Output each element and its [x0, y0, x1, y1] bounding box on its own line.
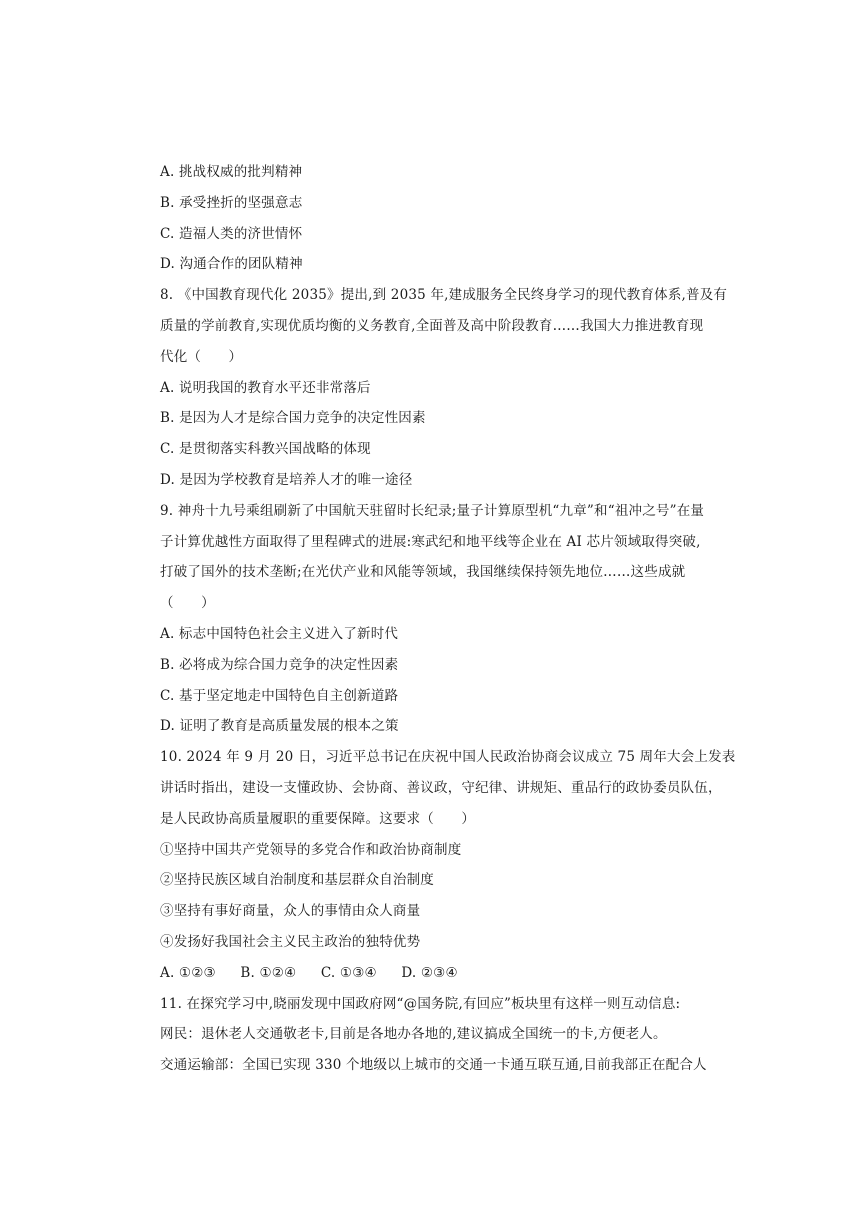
- question-10: [160, 742, 736, 988]
- q9-stem-line-1: 9. 神舟十九号乘组刷新了中国航天驻留时长纪录;量子计算原型机“九章”和“祖冲之号”在量: [160, 502, 705, 519]
- q9-option-b[interactable]: B. 必将成为综合国力竞争的决定性因素: [160, 656, 399, 673]
- q8-stem-line-2: 质量的学前教育,实现优质均衡的义务教育,全面普及高中阶段教育……我国大力推进教育现: [160, 317, 704, 334]
- q8-option-c[interactable]: C. 是贯彻落实科教兴国战略的体现: [160, 441, 371, 458]
- q8-stem-line-1: 8. 《中国教育现代化 2035》提出,到 2035 年,建成服务全民终身学习的现代教育体系,普及有: [160, 287, 728, 304]
- q10-stem-line-3: 是人民政协高质量履职的重要保障。这要求（ ）: [160, 810, 476, 827]
- question-9: [160, 496, 720, 742]
- exam-page: [160, 157, 736, 1081]
- q10-option-a[interactable]: A. ①②③: [160, 964, 216, 981]
- q11-line-1: 11. 在探究学习中,晓丽发现中国政府网“@国务院,有回应”板块里有这样一则互动信息:: [160, 995, 681, 1012]
- q8-option-b[interactable]: B. 是因为人才是综合国力竞争的决定性因素: [160, 410, 426, 427]
- q9-option-c[interactable]: C. 基于坚定地走中国特色自主创新道路: [160, 687, 399, 704]
- q10-option-c[interactable]: C. ①③④: [320, 964, 377, 981]
- q8-option-d[interactable]: D. 是因为学校教育是培养人才的唯一途径: [160, 471, 413, 488]
- question-8: [160, 280, 728, 496]
- q10-stem-line-1: 10. 2024 年 9 月 20 日，习近平总书记在庆祝中国人民政治协商会议成立 75 周年大会上发表: [160, 749, 736, 766]
- q8-option-a[interactable]: A. 说明我国的教育水平还非常落后: [160, 379, 371, 396]
- q7-option-b[interactable]: B. 承受挫折的坚强意志: [160, 194, 303, 211]
- q10-statement-3: ③坚持有事好商量，众人的事情由众人商量: [160, 903, 421, 920]
- question-11: [160, 989, 720, 1081]
- q7-option-d[interactable]: D. 沟通合作的团队精神: [160, 256, 303, 273]
- q11-line-3: 交通运输部：全国已实现 330 个地级以上城市的交通一卡通互联互通,目前我部正在配合人: [160, 1057, 707, 1074]
- q8-stem-line-3: 代化（ ）: [160, 348, 243, 365]
- q9-stem-line-2: 子计算优越性方面取得了里程碑式的进展:寒武纪和地平线等企业在 AI 芯片领域取得突破,: [160, 533, 701, 550]
- q10-options-row: [160, 958, 720, 989]
- q10-statement-2: ②坚持民族区域自治制度和基层群众自治制度: [160, 872, 434, 889]
- q10-option-b[interactable]: B. ①②④: [240, 964, 297, 981]
- q9-stem-line-4: （ ）: [160, 595, 215, 612]
- q9-option-d[interactable]: D. 证明了教育是高质量发展的根本之策: [160, 718, 399, 735]
- q7-option-c[interactable]: C. 造福人类的济世情怀: [160, 225, 303, 242]
- q10-statement-4: ④发扬好我国社会主义民主政治的独特优势: [160, 933, 421, 950]
- q9-option-a[interactable]: A. 标志中国特色社会主义进入了新时代: [160, 625, 399, 642]
- q10-option-d[interactable]: D. ②③④: [401, 964, 458, 981]
- q11-line-2: 网民：退休老人交通敬老卡,目前是各地办各地的,建议搞成全国统一的卡,方便老人。: [160, 1026, 667, 1043]
- q9-stem-line-3: 打破了国外的技术垄断;在光伏产业和风能等领域，我国继续保持领先地位……这些成就: [160, 564, 686, 581]
- q7-options: [160, 157, 720, 280]
- q10-statement-1: ①坚持中国共产党领导的多党合作和政治协商制度: [160, 841, 462, 858]
- q10-stem-line-2: 讲话时指出，建设一支懂政协、会协商、善议政，守纪律、讲规矩、重品行的政协委员队伍，: [160, 779, 722, 796]
- q7-option-a[interactable]: A. 挑战权威的批判精神: [160, 164, 303, 180]
